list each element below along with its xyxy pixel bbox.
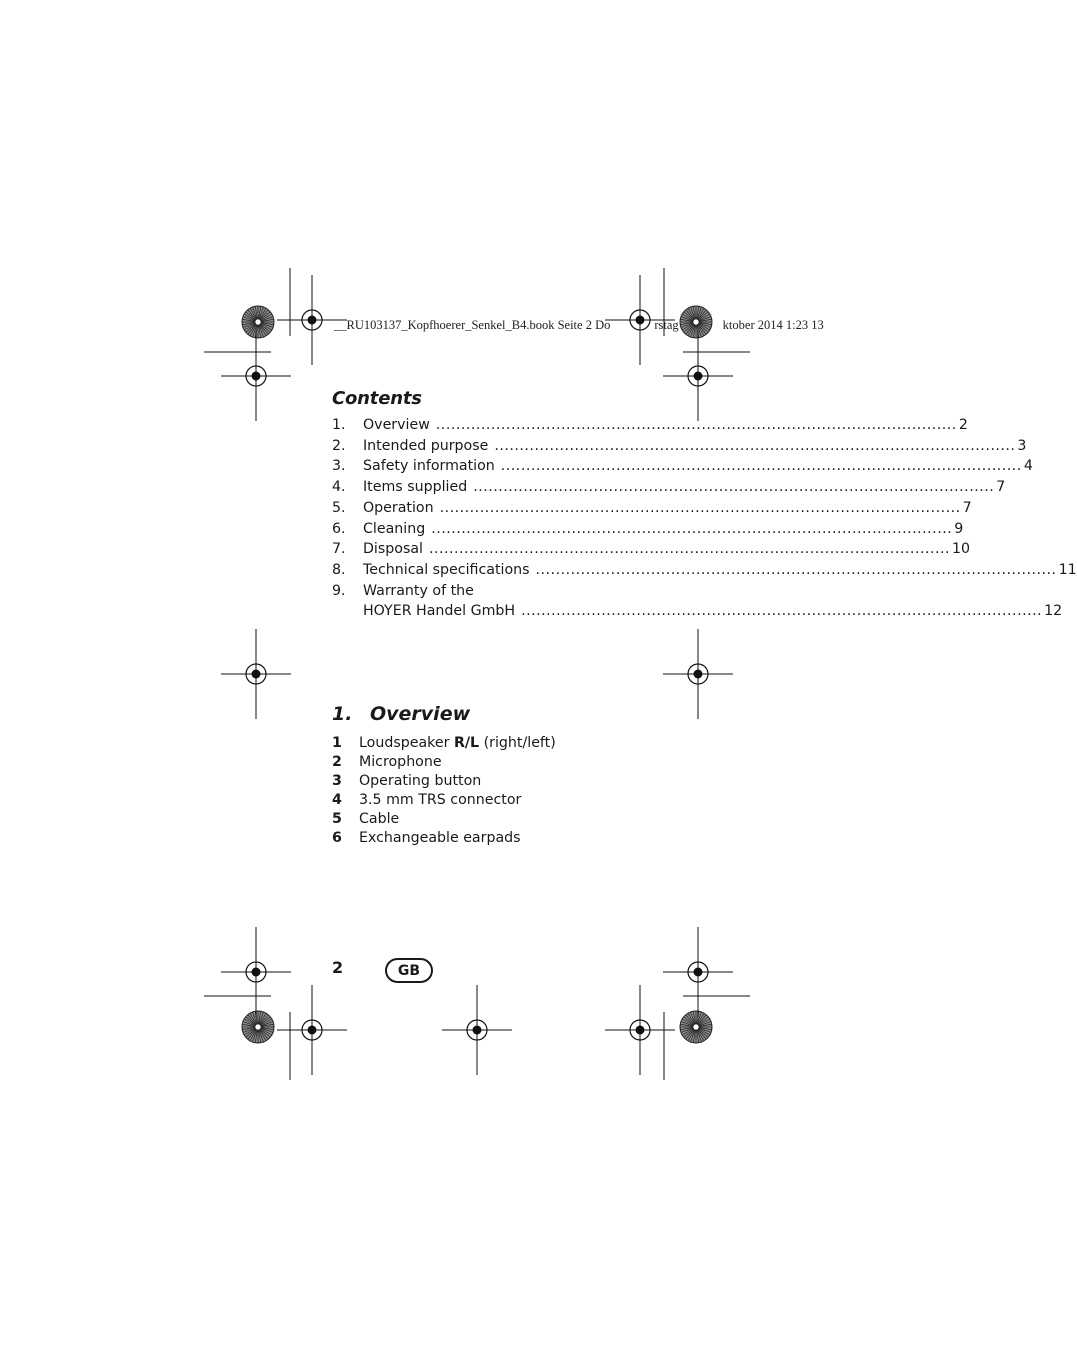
registration-crosshair xyxy=(277,985,347,1075)
table-of-contents xyxy=(332,415,1077,622)
registration-star-target xyxy=(242,306,274,338)
toc-item[interactable]: 7. Disposal ..... 10 xyxy=(332,539,602,560)
overview-heading: 1. Overview xyxy=(332,703,471,725)
list-item: 2 Microphone xyxy=(332,754,442,770)
registration-star-target xyxy=(680,1011,712,1043)
page-number: 2 xyxy=(332,958,344,977)
registration-crosshair xyxy=(663,927,733,1017)
print-slug-line: __RU103137_Kopfhoerer_Senkel_B4.book Seite 2 Do rstag ktober 2014 1:23 13 xyxy=(334,318,824,332)
registration-crosshair xyxy=(442,985,512,1075)
toc-item[interactable]: 8. Technical specifications ..... 11 xyxy=(332,560,602,581)
toc-item[interactable]: 1. Overview ..... 2 xyxy=(332,415,602,436)
language-badge: GB xyxy=(385,958,433,983)
registration-crosshair xyxy=(221,629,291,719)
list-item: 3 Operating button xyxy=(332,773,482,789)
registration-crosshair xyxy=(221,927,291,1017)
list-item: 4 3.5 mm TRS connector xyxy=(332,792,522,808)
contents-section xyxy=(332,388,1077,622)
toc-item[interactable]: 9. Warranty of the HOYER Handel GmbH ..... 12 xyxy=(332,581,602,622)
parts-list xyxy=(332,734,556,848)
registration-crosshair xyxy=(663,331,733,421)
list-item: 5 Cable xyxy=(332,811,400,827)
toc-item[interactable]: 4. Items supplied ..... 7 xyxy=(332,477,602,498)
list-item: 1 Loudspeaker R/L (right/left) xyxy=(332,735,556,751)
toc-item[interactable]: 2. Intended purpose ..... 3 xyxy=(332,436,602,457)
list-item: 6 Exchangeable earpads xyxy=(332,830,521,846)
toc-item[interactable]: 3. Safety information ..... 4 xyxy=(332,456,602,477)
registration-star-target xyxy=(242,1011,274,1043)
registration-crosshair xyxy=(221,331,291,421)
registration-crosshair xyxy=(663,629,733,719)
toc-item[interactable]: 6. Cleaning ..... 9 xyxy=(332,519,602,540)
toc-item[interactable]: 5. Operation ..... 7 xyxy=(332,498,602,519)
contents-heading: Contents xyxy=(332,388,422,409)
